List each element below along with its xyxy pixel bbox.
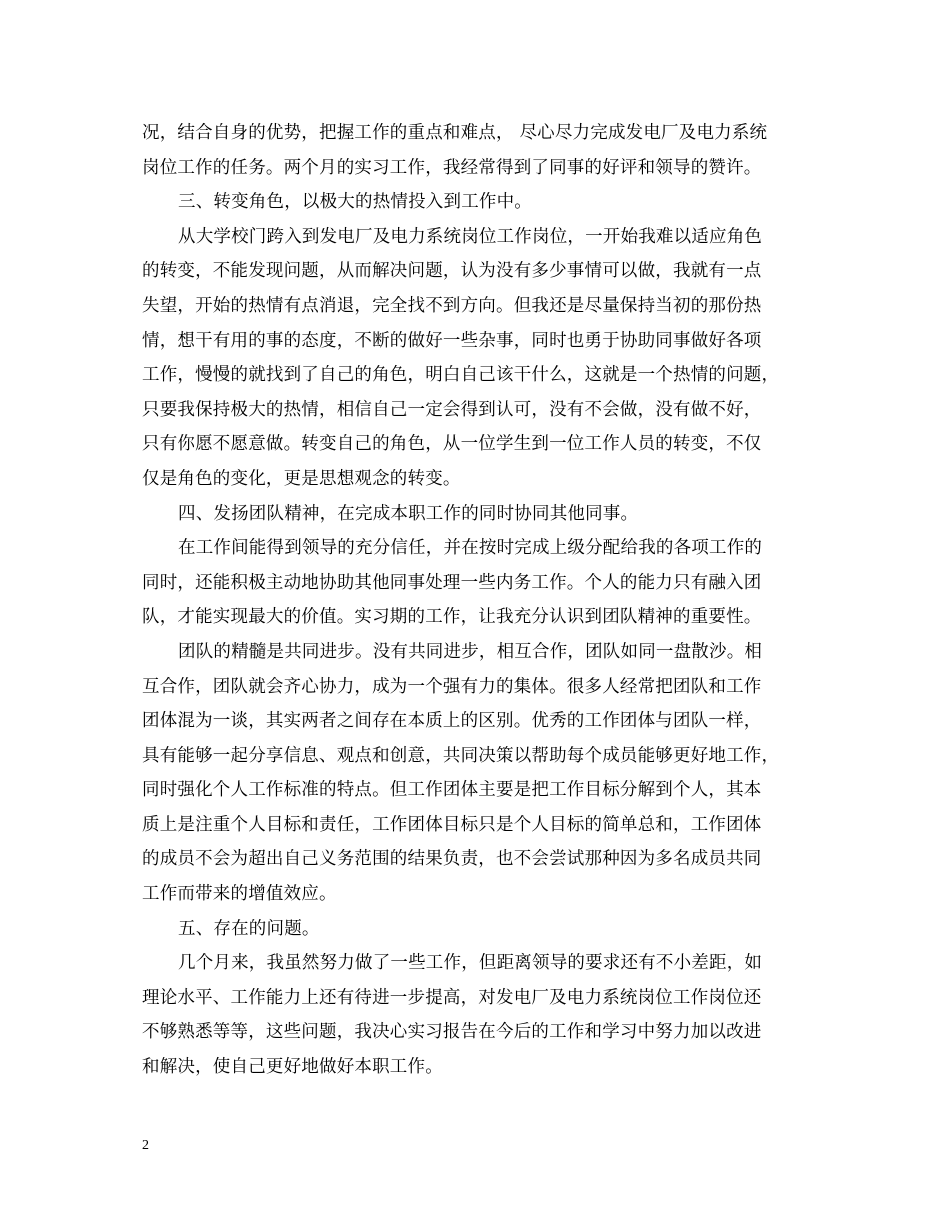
text-line: 的转变，不能发现问题，从而解决问题，认为没有多少事情可以做，我就有一点 [142, 261, 762, 282]
page-number: 2 [142, 1138, 149, 1153]
text-line: 几个月来，我虽然努力做了一些工作，但距离领导的要求还有不小差距，如 [178, 953, 763, 974]
text-line: 岗位工作的任务。两个月的实习工作，我经常得到了同事的好评和领导的赞许。 [142, 157, 762, 178]
text-line: 的成员不会为超出自己义务范围的结果负责，也不会尝试那种因为多名成员共同 [142, 849, 762, 870]
text-line: 失望，开始的热情有点消退，完全找不到方向。但我还是尽量保持当初的那份热 [142, 295, 762, 316]
body-text [142, 116, 822, 1085]
text-line: 况，结合自身的优势，把握工作的重点和难点， 尽心尽力完成发电厂及电力系统 [142, 123, 768, 143]
text-line: 在工作间能得到领导的充分信任，并在按时完成上级分配给我的各项工作的 [178, 538, 763, 559]
text-line: 工作，慢慢的就找到了自己的角色，明白自己该干什么，这就是一个热情的问题， [142, 365, 780, 386]
text-line: 五、存在的问题。 [178, 918, 320, 939]
text-line: 具有能够一起分享信息、观点和创意，共同决策以帮助每个成员能够更好地工作， [142, 745, 780, 766]
text-line: 从大学校门跨入到发电厂及电力系统岗位工作岗位，一开始我难以适应角色 [178, 226, 763, 247]
text-line: 只要我保持极大的热情，相信自己一定会得到认可，没有不会做，没有做不好， [142, 399, 762, 420]
text-line: 只有你愿不愿意做。转变自己的角色，从一位学生到一位工作人员的转变，不仅 [142, 434, 762, 455]
text-line: 队，才能实现最大的价值。实习期的工作，让我充分认识到团队精神的重要性。 [142, 607, 762, 628]
text-line: 情，想干有用的事的态度，不断的做好一些杂事，同时也勇于协助同事做好各项 [142, 330, 762, 351]
text-line: 理论水平、工作能力上还有待进一步提高，对发电厂及电力系统岗位工作岗位还 [142, 987, 762, 1008]
text-line: 质上是注重个人目标和责任，工作团体目标只是个人目标的简单总和，工作团体 [142, 814, 762, 835]
text-line: 团队的精髓是共同进步。没有共同进步，相互合作，团队如同一盘散沙。相 [178, 641, 763, 662]
text-line: 三、转变角色，以极大的热情投入到工作中。 [178, 192, 532, 213]
text-line: 和解决，使自己更好地做好本职工作。 [142, 1057, 443, 1078]
text-line: 团体混为一谈，其实两者之间存在本质上的区别。优秀的工作团体与团队一样， [142, 711, 762, 732]
text-line: 工作而带来的增值效应。 [142, 884, 337, 905]
text-line: 同时强化个人工作标准的特点。但工作团体主要是把工作目标分解到个人，其本 [142, 780, 762, 801]
text-line: 仅是角色的变化，更是思想观念的转变。 [142, 468, 461, 489]
text-line: 互合作，团队就会齐心协力，成为一个强有力的集体。很多人经常把团队和工作 [142, 676, 762, 697]
text-line: 不够熟悉等等，这些问题，我决心实习报告在今后的工作和学习中努力加以改进 [142, 1022, 762, 1043]
text-line: 四、发扬团队精神，在完成本职工作的同时协同其他同事。 [178, 503, 639, 524]
text-line: 同时，还能积极主动地协助其他同事处理一些内务工作。个人的能力只有融入团 [142, 572, 762, 593]
